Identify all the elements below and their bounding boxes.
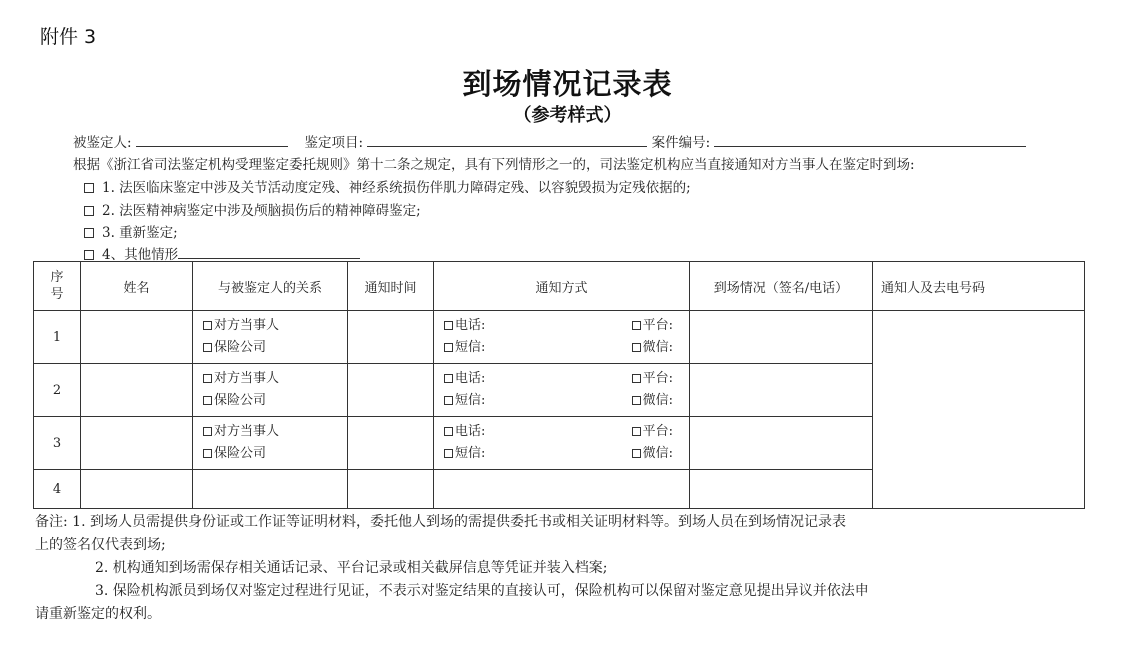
note-line: 备注: 1. 到场人员需提供身份证或工作证等证明材料，委托他人到场的需提供委托书或相关证明材料等。到场人员在到场情况记录表 <box>35 514 846 530</box>
relation-option-label: 保险公司 <box>214 393 267 408</box>
table-row <box>34 311 1085 364</box>
checkbox[interactable] <box>444 374 453 383</box>
checkbox[interactable] <box>632 374 641 383</box>
row-number: 3 <box>34 417 81 470</box>
relation-option-label: 对方当事人 <box>214 318 280 333</box>
appraised-person-field[interactable] <box>136 134 288 147</box>
note-line: 上的签名仅代表到场; <box>35 537 166 553</box>
relation-option-label: 保险公司 <box>214 340 267 355</box>
condition-text: 2. 法医精神病鉴定中涉及颅脑损伤后的精神障碍鉴定; <box>102 203 421 219</box>
name-cell[interactable] <box>81 311 193 364</box>
condition-text: 4、其他情形 <box>102 247 179 263</box>
notify-method-cell <box>434 417 690 470</box>
attendance-cell[interactable] <box>690 364 873 417</box>
condition-text: 3. 重新鉴定; <box>102 225 178 241</box>
page-title: 到场情况记录表 <box>462 67 673 101</box>
method-option-label: 微信: <box>642 446 673 461</box>
name-header: 姓名 <box>81 262 193 311</box>
relation-header: 与被鉴定人的关系 <box>193 262 348 311</box>
method-option-label: 平台: <box>642 318 673 333</box>
table-header-row <box>34 262 1085 311</box>
method-option-label: 电话: <box>455 424 486 439</box>
checkbox[interactable] <box>444 321 453 330</box>
notes-section <box>35 511 1105 626</box>
relation-option-label: 保险公司 <box>214 446 267 461</box>
checkbox[interactable] <box>444 449 453 458</box>
condition-item <box>84 199 421 219</box>
relation-option-label: 对方当事人 <box>214 371 280 386</box>
row-number: 4 <box>34 470 81 509</box>
checkbox[interactable] <box>444 343 453 352</box>
checkbox[interactable] <box>632 449 641 458</box>
checkbox[interactable] <box>84 183 94 193</box>
notify-method-header: 通知方式 <box>434 262 690 311</box>
notify-time-header: 通知时间 <box>348 262 434 311</box>
header-fields-row <box>73 131 1026 151</box>
condition-item <box>84 243 360 263</box>
notifier-cell[interactable] <box>873 311 1085 509</box>
name-cell[interactable] <box>81 470 193 509</box>
case-no-label: 案件编号: <box>651 135 711 151</box>
intro-text: 根据《浙江省司法鉴定机构受理鉴定委托规则》第十二条之规定，具有下列情形之一的，司法鉴定机构应当直接通知对方当事人在鉴定时到场: <box>73 157 915 173</box>
checkbox[interactable] <box>444 396 453 405</box>
notify-time-cell[interactable] <box>348 470 434 509</box>
checkbox[interactable] <box>84 228 94 238</box>
notifier-header: 通知人及去电号码 <box>873 262 1085 311</box>
method-option-label: 短信: <box>455 393 486 408</box>
page-subtitle: （参考样式） <box>513 105 622 126</box>
condition-item <box>84 176 691 196</box>
attendance-cell[interactable] <box>690 470 873 509</box>
checkbox[interactable] <box>632 427 641 436</box>
method-option-label: 微信: <box>642 393 673 408</box>
attachment-label: 附件 3 <box>40 26 97 48</box>
checkbox[interactable] <box>632 321 641 330</box>
checkbox[interactable] <box>203 449 212 458</box>
method-option-label: 平台: <box>642 424 673 439</box>
attendance-header: 到场情况（签名/电话） <box>690 262 873 311</box>
method-option-label: 平台: <box>642 371 673 386</box>
notify-method-cell[interactable] <box>434 470 690 509</box>
method-option-label: 电话: <box>455 371 486 386</box>
checkbox[interactable] <box>203 343 212 352</box>
relation-option-label: 对方当事人 <box>214 424 280 439</box>
relation-cell[interactable] <box>193 470 348 509</box>
row-number: 1 <box>34 311 81 364</box>
relation-cell <box>193 311 348 364</box>
checkbox[interactable] <box>84 250 94 260</box>
method-option-label: 微信: <box>642 340 673 355</box>
checkbox[interactable] <box>203 374 212 383</box>
seq-header: 序 号 <box>34 262 81 311</box>
note-line: 2. 机构通知到场需保存相关通话记录、平台记录或相关截屏信息等凭证并装入档案; <box>95 560 608 576</box>
notify-method-cell <box>434 311 690 364</box>
checkbox[interactable] <box>444 427 453 436</box>
condition-item <box>84 221 178 241</box>
notify-time-cell[interactable] <box>348 364 434 417</box>
checkbox[interactable] <box>632 343 641 352</box>
checkbox[interactable] <box>203 427 212 436</box>
relation-cell <box>193 364 348 417</box>
note-line: 请重新鉴定的权利。 <box>35 606 161 622</box>
case-no-field[interactable] <box>714 134 1026 147</box>
checkbox[interactable] <box>203 321 212 330</box>
attendance-record-table <box>33 261 1085 509</box>
method-option-label: 电话: <box>455 318 486 333</box>
condition-text: 1. 法医临床鉴定中涉及关节活动度定残、神经系统损伤伴肌力障碍定残、以容貌毁损为定残依据的; <box>102 180 691 196</box>
attendance-cell[interactable] <box>690 417 873 470</box>
note-line: 3. 保险机构派员到场仅对鉴定过程进行见证，不表示对鉴定结果的直接认可，保险机构可以保留对鉴定意见提出异议并依法申 <box>95 583 869 599</box>
appraised-person-label: 被鉴定人: <box>73 135 132 151</box>
relation-cell <box>193 417 348 470</box>
project-label: 鉴定项目: <box>304 135 364 151</box>
name-cell[interactable] <box>81 364 193 417</box>
other-condition-field[interactable] <box>178 246 360 259</box>
method-option-label: 短信: <box>455 446 486 461</box>
project-field[interactable] <box>367 134 647 147</box>
checkbox[interactable] <box>632 396 641 405</box>
notify-time-cell[interactable] <box>348 417 434 470</box>
method-option-label: 短信: <box>455 340 486 355</box>
checkbox[interactable] <box>84 206 94 216</box>
checkbox[interactable] <box>203 396 212 405</box>
notify-method-cell <box>434 364 690 417</box>
notify-time-cell[interactable] <box>348 311 434 364</box>
name-cell[interactable] <box>81 417 193 470</box>
attendance-cell[interactable] <box>690 311 873 364</box>
row-number: 2 <box>34 364 81 417</box>
